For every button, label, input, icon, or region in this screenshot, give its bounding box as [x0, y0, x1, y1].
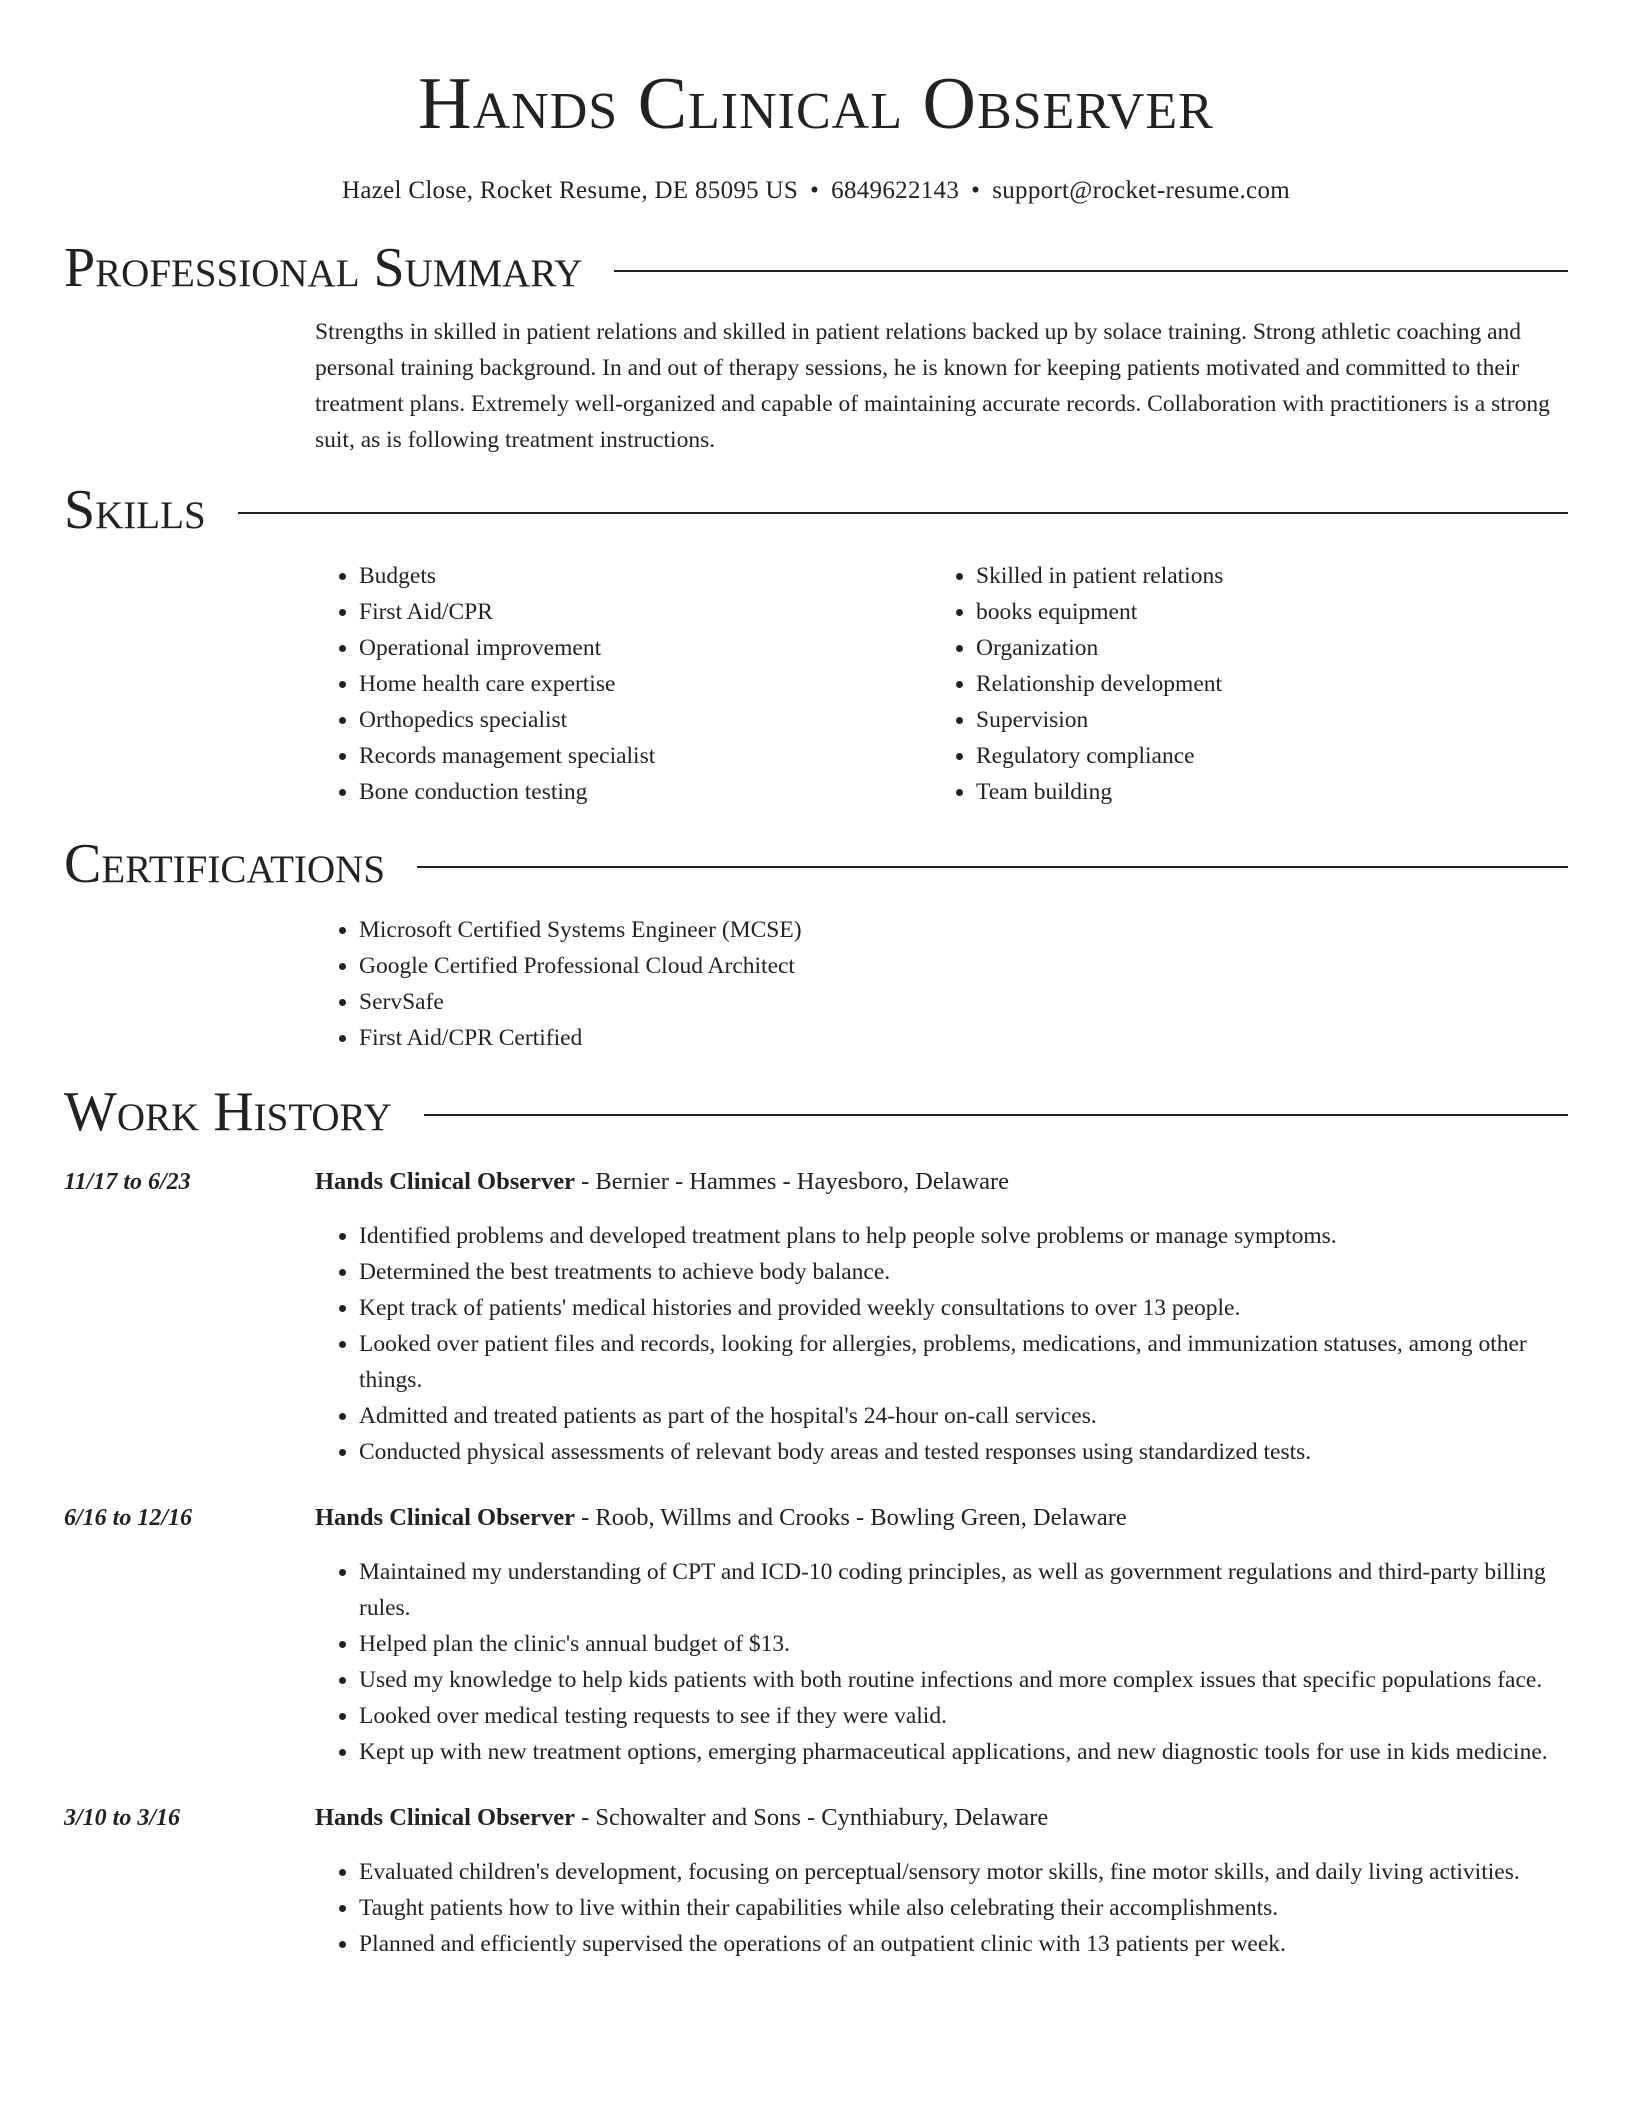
job-bullet: • Kept track of patients' medical histories and provided weekly consultations to over 13 people. — [359, 1290, 1568, 1326]
job-dates: 11/17 to 6/23 — [64, 1169, 191, 1195]
skills-section-header — [64, 476, 1568, 544]
skill-item: • books equipment — [976, 594, 1549, 630]
skill-item: • Budgets — [359, 558, 932, 594]
job-details — [315, 1500, 1568, 1770]
contact-line — [64, 176, 1568, 206]
job-bullet: • Planned and efficiently supervised the operations of an outpatient clinic with 13 patients per week. — [359, 1926, 1568, 1962]
skill-item: • First Aid/CPR — [359, 594, 932, 630]
certification-item: • ServSafe — [359, 984, 1568, 1020]
skill-item: • Operational improvement — [359, 630, 932, 666]
skill-item: • Supervision — [976, 702, 1549, 738]
skills-column-right — [932, 558, 1549, 810]
skills-section-title: Skills — [64, 479, 206, 541]
certifications-section-header — [64, 830, 1568, 898]
job-details — [315, 1800, 1568, 1962]
job-bullet: • Kept up with new treatment options, emerging pharmaceutical applications, and new diagnostic tools for use in kids medicine. — [359, 1734, 1568, 1770]
resume-page — [64, 0, 1568, 1962]
skill-item: • Regulatory compliance — [976, 738, 1549, 774]
job-bullet: • Looked over patient files and records, looking for allergies, problems, medications, and immunization statuses, among other things. — [359, 1326, 1568, 1398]
job-employer: - Bernier - Hammes - Hayesboro, Delaware — [574, 1168, 1009, 1195]
job-bullets — [315, 1854, 1568, 1962]
certification-item: • Microsoft Certified Systems Engineer (MCSE) — [359, 912, 1568, 948]
job-header — [315, 1800, 1568, 1836]
job-bullet: • Taught patients how to live within their capabilities while also celebrating their accomplishments. — [359, 1890, 1568, 1926]
work-history-section-title: Work History — [64, 1081, 392, 1143]
section-divider — [424, 1114, 1568, 1116]
job-details — [315, 1164, 1568, 1470]
summary-section-header — [64, 234, 1568, 302]
contact-separator: • — [810, 177, 820, 204]
summary-text: Strengths in skilled in patient relations and skilled in patient relations backed up by solace training. Strong athletic coaching and personal training background. In and out of therapy sessions, he is known for keeping patients motivated and committed to their treatment plans. Extremely well-organized and capable of maintaining accurate records. Collaboration with practitioners is a strong suit, as is following treatment instructions. — [315, 319, 1550, 453]
job-bullet: • Conducted physical assessments of relevant body areas and tested responses using standardized tests. — [359, 1434, 1568, 1470]
summary-section-title: Professional Summary — [64, 237, 583, 299]
skills-column-left — [315, 558, 932, 810]
job-dates: 3/10 to 3/16 — [64, 1805, 181, 1831]
section-divider — [417, 866, 1568, 868]
job-dates: 6/16 to 12/16 — [64, 1505, 193, 1531]
skill-item: • Records management specialist — [359, 738, 932, 774]
job-bullet: • Identified problems and developed treatment plans to help people solve problems or manage symptoms. — [359, 1218, 1568, 1254]
work-history-section-header — [64, 1078, 1568, 1146]
skills-list — [315, 558, 1568, 810]
certification-item: • Google Certified Professional Cloud Architect — [359, 948, 1568, 984]
job-title: Hands Clinical Observer — [315, 1804, 575, 1831]
job-entry — [64, 1164, 1568, 1470]
job-bullet: • Helped plan the clinic's annual budget of $13. — [359, 1626, 1568, 1662]
skill-item: • Relationship development — [976, 666, 1549, 702]
job-entry — [64, 1500, 1568, 1770]
skill-item: • Home health care expertise — [359, 666, 932, 702]
section-divider — [238, 512, 1568, 514]
job-bullets — [315, 1218, 1568, 1470]
job-bullet: • Looked over medical testing requests to see if they were valid. — [359, 1698, 1568, 1734]
skill-item: • Organization — [976, 630, 1549, 666]
contact-email: support@rocket-resume.com — [992, 177, 1290, 204]
job-bullets — [315, 1554, 1568, 1770]
contact-phone: 6849622143 — [831, 177, 960, 204]
job-header — [315, 1500, 1568, 1536]
resume-name: Hands Clinical Observer — [418, 63, 1214, 145]
contact-separator: • — [971, 177, 981, 204]
job-entry — [64, 1800, 1568, 1962]
skill-item: • Skilled in patient relations — [976, 558, 1549, 594]
job-bullet: • Evaluated children's development, focusing on perceptual/sensory motor skills, fine motor skills, and daily living activities. — [359, 1854, 1568, 1890]
section-divider — [614, 270, 1568, 272]
skill-item: • Bone conduction testing — [359, 774, 932, 810]
job-bullet: • Admitted and treated patients as part of the hospital's 24-hour on-call services. — [359, 1398, 1568, 1434]
skill-item: • Team building — [976, 774, 1549, 810]
certification-item: • First Aid/CPR Certified — [359, 1020, 1568, 1056]
job-header — [315, 1164, 1568, 1200]
job-employer: - Schowalter and Sons - Cynthiabury, Delaware — [574, 1804, 1049, 1831]
contact-address: Hazel Close, Rocket Resume, DE 85095 US — [342, 177, 799, 204]
certifications-list — [315, 912, 1568, 1056]
job-title: Hands Clinical Observer — [315, 1504, 575, 1531]
job-title: Hands Clinical Observer — [315, 1168, 575, 1195]
certifications-section-title: Certifications — [64, 833, 386, 895]
skill-item: • Orthopedics specialist — [359, 702, 932, 738]
job-employer: - Roob, Willms and Crooks - Bowling Green, Delaware — [574, 1504, 1127, 1531]
job-bullet: • Used my knowledge to help kids patients with both routine infections and more complex issues that specific populations face. — [359, 1662, 1568, 1698]
job-bullet: • Determined the best treatments to achieve body balance. — [359, 1254, 1568, 1290]
job-bullet: • Maintained my understanding of CPT and ICD-10 coding principles, as well as government regulations and third-party billing rules. — [359, 1554, 1568, 1626]
